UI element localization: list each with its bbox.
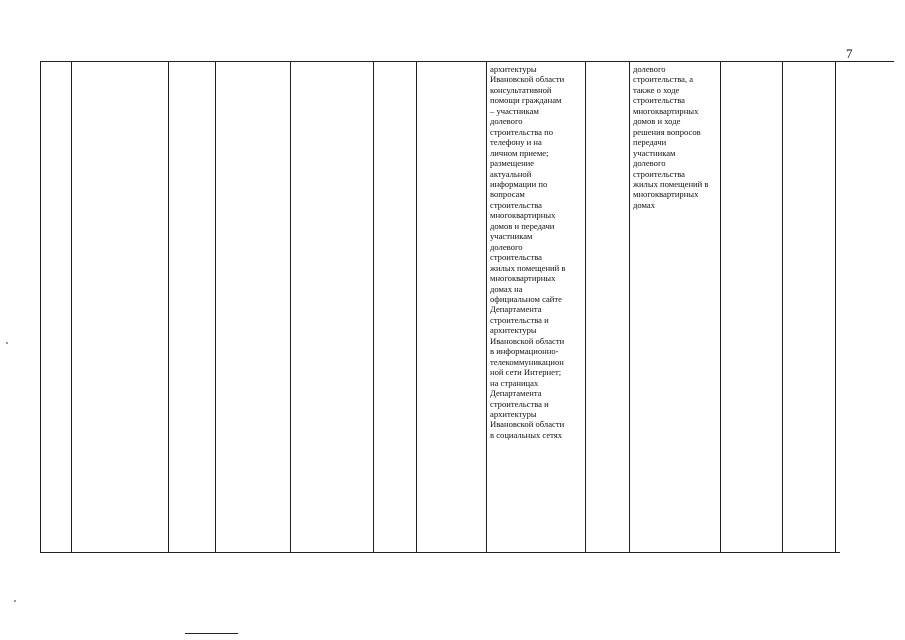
- footer-rule: [185, 633, 238, 634]
- cell-line: передачи: [633, 137, 667, 148]
- column-border: [215, 61, 216, 553]
- cell-line: ной сети Интернет;: [490, 367, 562, 378]
- column-border: [373, 61, 374, 553]
- cell-line: долевого: [633, 64, 666, 74]
- column-border: [629, 61, 630, 553]
- cell-line: участникам: [633, 147, 676, 158]
- document-table: [40, 61, 894, 553]
- cell-line: долевого: [490, 241, 523, 252]
- cell-line: архитектуры: [490, 325, 537, 336]
- cell-line: в социальных сетях: [490, 429, 563, 440]
- cell-line: многоквартирных: [490, 210, 556, 221]
- cell-line: личном приеме;: [490, 147, 549, 158]
- cell-line: официальном сайте: [490, 293, 562, 304]
- cell-line: домах: [633, 199, 655, 210]
- cell-line: Департамента: [490, 388, 542, 399]
- cell-line: участникам: [490, 231, 533, 242]
- table-cell-text: [633, 64, 708, 210]
- scan-speck: [6, 342, 8, 344]
- column-border: [835, 61, 836, 553]
- cell-line: строительства: [633, 95, 685, 106]
- column-border: [486, 61, 487, 553]
- column-border: [71, 61, 72, 553]
- cell-line: многоквартирных: [633, 189, 699, 200]
- cell-line: также о ходе: [633, 84, 680, 95]
- cell-line: жилых помещений в: [490, 262, 566, 273]
- cell-line: – участникам: [490, 105, 539, 116]
- cell-line: многоквартирных: [633, 105, 699, 116]
- cell-line: строительства и: [490, 314, 549, 325]
- column-border: [290, 61, 291, 553]
- column-border: [720, 61, 721, 553]
- scan-speck: [14, 600, 16, 602]
- page-number: 7: [846, 46, 853, 61]
- cell-line: строительства: [490, 252, 542, 263]
- cell-line: строительства: [490, 199, 542, 210]
- column-border: [416, 61, 417, 553]
- column-border: [168, 61, 169, 553]
- cell-line: строительства: [633, 168, 685, 179]
- cell-line: архитектуры: [490, 64, 537, 74]
- cell-line: Ивановской области: [490, 74, 565, 85]
- cell-line: долевого: [490, 116, 523, 127]
- cell-line: телекоммуникацион: [490, 356, 564, 367]
- column-border: [782, 61, 783, 553]
- column-border: [585, 61, 586, 553]
- cell-line: строительства, а: [633, 74, 694, 85]
- cell-line: на страницах: [490, 377, 539, 388]
- cell-line: в информационно-: [490, 346, 559, 357]
- cell-line: домах на: [490, 283, 523, 294]
- cell-line: строительства и: [490, 398, 549, 409]
- cell-line: размещение: [490, 158, 535, 169]
- cell-line: архитектуры: [490, 408, 537, 419]
- cell-line: домов и передачи: [490, 220, 555, 231]
- cell-line: многоквартирных: [490, 273, 556, 284]
- cell-line: телефону и на: [490, 137, 542, 148]
- cell-line: решения вопросов: [633, 126, 701, 137]
- cell-line: актуальной: [490, 168, 532, 179]
- cell-line: консультативной: [490, 84, 552, 95]
- cell-line: строительства по: [490, 126, 554, 137]
- column-border: [40, 61, 41, 553]
- cell-line: долевого: [633, 158, 666, 169]
- cell-line: помощи гражданам: [490, 95, 562, 106]
- cell-line: домов и ходе: [633, 116, 681, 127]
- cell-line: Ивановской области: [490, 419, 565, 430]
- cell-line: жилых помещений в: [633, 178, 709, 189]
- table-cell-text: [490, 64, 565, 440]
- cell-line: информации по: [490, 178, 548, 189]
- cell-line: Департамента: [490, 304, 542, 315]
- cell-line: вопросам: [490, 189, 525, 200]
- cell-line: Ивановской области: [490, 335, 565, 346]
